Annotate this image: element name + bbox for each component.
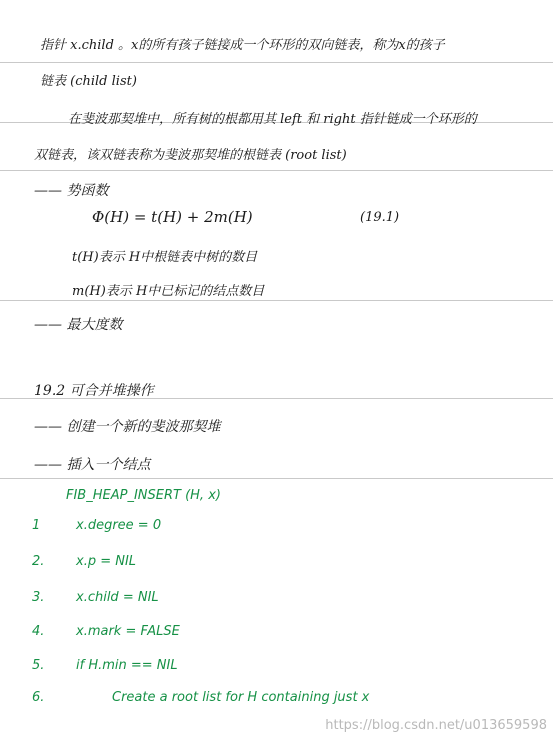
code-text: x.mark = FALSE: [76, 624, 180, 639]
line-number: 3.: [32, 590, 45, 605]
rule-line: [0, 170, 553, 171]
code-text: if H.min == NIL: [76, 658, 178, 673]
line-number: 6.: [32, 690, 45, 705]
line-number: 4.: [32, 624, 45, 639]
pseudocode-line: [32, 624, 180, 639]
note-line-2: 链表 (child list): [40, 74, 137, 89]
note-line-4: 双链表，该双链表称为斐波那契堆的根链表 (root list): [34, 148, 347, 163]
note-line-t: t(H)表示 H中根链表中树的数目: [72, 250, 258, 265]
code-text: x.child = NIL: [76, 590, 159, 605]
line-number: 2.: [32, 554, 45, 569]
pseudocode-line: [32, 690, 369, 705]
max-degree-heading: —— 最大度数: [34, 317, 123, 333]
insert-node-heading: —— 插入一个结点: [34, 457, 151, 473]
rule-line: [0, 62, 553, 63]
formula-number: (19.1): [360, 210, 400, 225]
note-line-1: 指针 x.child 。x的所有孩子链接成一个环形的双向链表，称为x的孩子: [40, 38, 445, 53]
watermark: https://blog.csdn.net/u013659598: [325, 718, 547, 733]
note-line-3: 在斐波那契堆中，所有树的根都用其 left 和 right 指针链成一个环形的: [68, 112, 477, 127]
rule-line: [0, 478, 553, 479]
pseudocode-line: [32, 518, 161, 533]
pseudocode-title: FIB_HEAP_INSERT (H, x): [66, 488, 221, 503]
line-number: 1: [32, 518, 41, 533]
code-text: Create a root list for H containing just x: [112, 690, 370, 705]
note-line-m: m(H)表示 H中已标记的结点数目: [72, 284, 265, 299]
create-heap-heading: —— 创建一个新的斐波那契堆: [34, 419, 221, 435]
pseudocode-line: [32, 590, 159, 605]
code-text: x.p = NIL: [76, 554, 137, 569]
potential-function-heading: —— 势函数: [34, 183, 109, 199]
pseudocode-line: [32, 658, 178, 673]
potential-formula: Φ(H) = t(H) + 2m(H): [92, 208, 253, 226]
code-text: x.degree = 0: [76, 518, 162, 533]
pseudocode-line: [32, 554, 136, 569]
rule-line: [0, 300, 553, 301]
section-heading: 19.2 可合并堆操作: [34, 383, 154, 399]
line-number: 5.: [32, 658, 45, 673]
